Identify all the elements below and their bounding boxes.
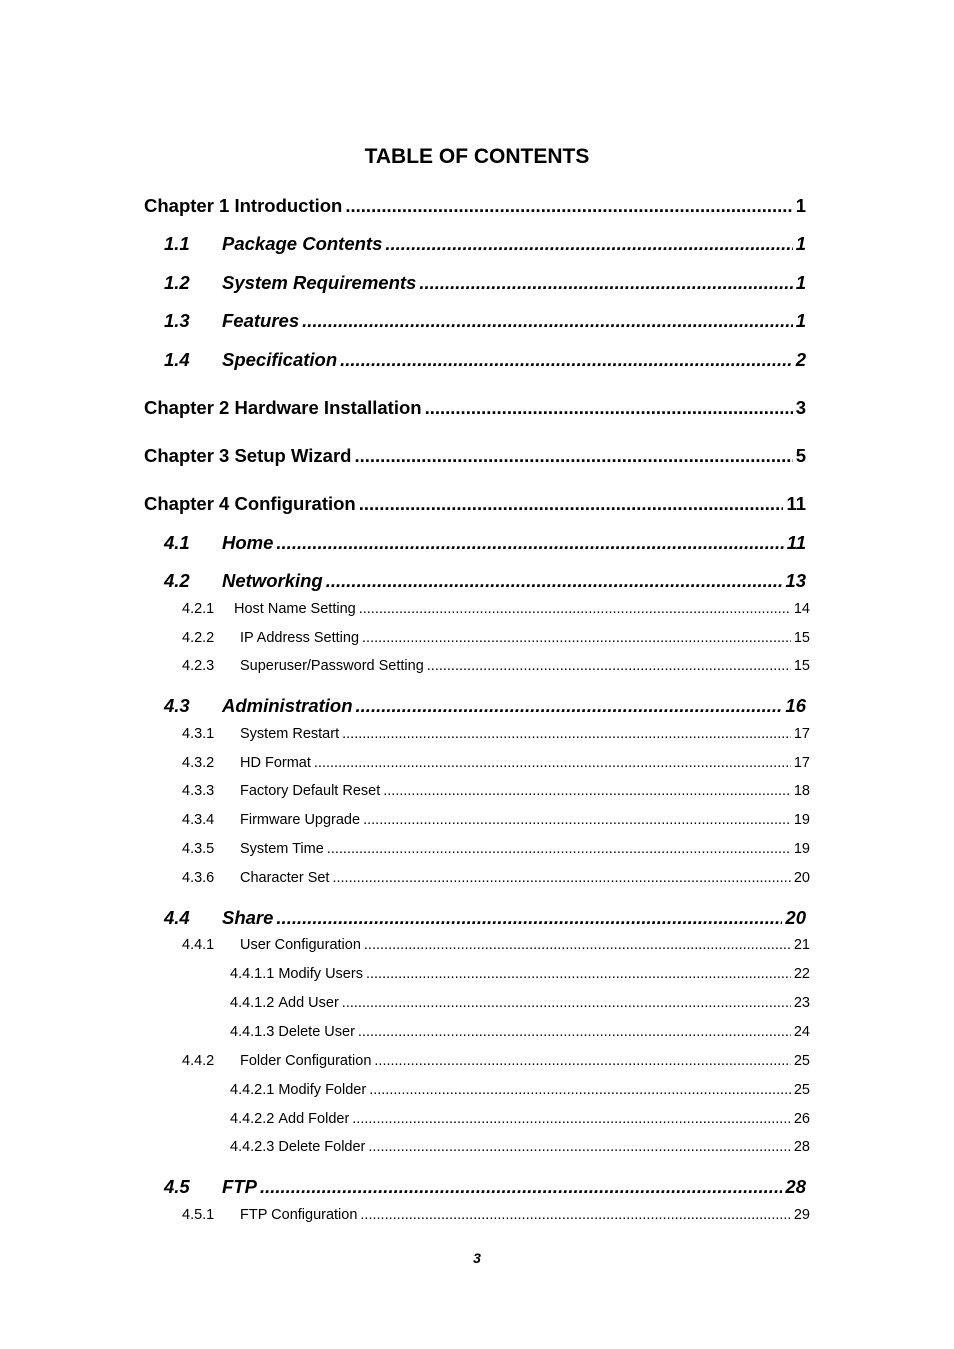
toc-entry-label: Host Name Setting	[234, 601, 356, 617]
toc-entry-number: 4.4.2.3	[230, 1139, 275, 1155]
toc-entry[interactable]	[230, 1110, 810, 1128]
dot-leader	[276, 531, 783, 555]
toc-entry-number: 4.4.2.1	[230, 1082, 275, 1098]
dot-leader	[362, 629, 791, 647]
toc-entry-label: Delete Folder	[278, 1139, 366, 1155]
toc-entry[interactable]	[182, 936, 810, 954]
page-number: 3	[473, 1250, 481, 1266]
toc-entry[interactable]	[164, 569, 806, 593]
toc-entry-number: 4.2.2	[182, 630, 215, 646]
toc-entry[interactable]	[230, 965, 810, 983]
toc-entry[interactable]	[164, 271, 806, 295]
toc-entry-page: 24	[793, 1024, 810, 1040]
toc-entry[interactable]	[164, 531, 806, 555]
toc-entry[interactable]	[164, 348, 806, 372]
toc-entry-number: 4.3.6	[182, 870, 215, 886]
toc-entry-label: FTP Configuration	[240, 1207, 358, 1223]
toc-entry-page: 15	[793, 630, 810, 646]
toc-entry-label: Administration	[222, 695, 353, 716]
toc-entry-label: Share	[222, 907, 274, 928]
toc-entry-number: 4.4.1	[182, 937, 215, 953]
toc-entry-number: 4.3.3	[182, 783, 215, 799]
dot-leader	[354, 444, 792, 468]
toc-entry-label: Package Contents	[222, 233, 383, 254]
toc-entry-label: Delete User	[278, 1024, 355, 1040]
dot-leader	[383, 782, 791, 800]
toc-entry-number: 4.4.1.3	[230, 1024, 275, 1040]
toc-entry-page: 19	[793, 841, 810, 857]
toc-entry-number: 4.5	[164, 1176, 190, 1197]
toc-entry-number: 4.3.2	[182, 755, 215, 771]
toc-entry-page: 13	[785, 570, 806, 591]
toc-entry-number: 1.1	[164, 233, 190, 254]
toc-entry[interactable]	[182, 657, 810, 675]
dot-leader	[260, 1175, 782, 1199]
dot-leader	[419, 271, 792, 295]
toc-entry[interactable]	[182, 600, 810, 618]
dot-leader	[332, 869, 790, 887]
dot-leader	[360, 1206, 790, 1224]
toc-entry-page: 26	[793, 1111, 810, 1127]
toc-entry-label: HD Format	[240, 755, 311, 771]
toc-entry[interactable]	[164, 232, 806, 256]
toc-entry[interactable]	[182, 629, 810, 647]
toc-entry-page: 23	[793, 995, 810, 1011]
toc-entry-label: Home	[222, 532, 274, 553]
dot-leader	[340, 348, 793, 372]
toc-entry-label: System Requirements	[222, 272, 417, 293]
toc-entry-label: Add Folder	[278, 1111, 350, 1127]
toc-entry-page: 3	[795, 397, 806, 418]
toc-entry-page: 1	[795, 233, 806, 254]
toc-entry-label: Specification	[222, 349, 338, 370]
toc-entry[interactable]	[144, 444, 806, 468]
dot-leader	[369, 1081, 791, 1099]
toc-entry-page: 1	[795, 310, 806, 331]
toc-entry[interactable]	[182, 1206, 810, 1224]
toc-entry-number: 4.5.1	[182, 1207, 215, 1223]
dot-leader	[352, 1110, 791, 1128]
toc-entry-number: 4.4.1.1	[230, 966, 275, 982]
toc-entry-number: 4.2.3	[182, 658, 215, 674]
toc-entry-number: 4.4	[164, 907, 190, 928]
toc-entry-page: 20	[785, 907, 806, 928]
toc-entry-page: 17	[793, 726, 810, 742]
dot-leader	[276, 906, 782, 930]
toc-entry-label: Add User	[278, 995, 339, 1011]
dot-leader	[356, 694, 783, 718]
toc-entry[interactable]	[164, 694, 806, 718]
toc-entry-page: 25	[793, 1082, 810, 1098]
toc-entry-page: 28	[785, 1176, 806, 1197]
toc-entry[interactable]	[144, 194, 806, 218]
toc-entry-number: 4.1	[164, 532, 190, 553]
toc-entry[interactable]	[230, 1023, 810, 1041]
toc-entry-label: Modify Folder	[278, 1082, 367, 1098]
toc-entry[interactable]	[182, 840, 810, 858]
toc-entry-page: 28	[793, 1139, 810, 1155]
dot-leader	[358, 1023, 791, 1041]
toc-entry-label: Modify Users	[278, 966, 363, 982]
toc-entry[interactable]	[182, 869, 810, 887]
dot-leader	[427, 657, 791, 675]
toc-entry[interactable]	[182, 1052, 810, 1070]
dot-leader	[314, 754, 791, 772]
toc-entry-label: User Configuration	[240, 937, 361, 953]
toc-entry[interactable]	[230, 994, 810, 1012]
toc-entry-label: Chapter 4 Configuration	[144, 493, 356, 514]
dot-leader	[364, 936, 791, 954]
toc-entry-number: 4.4.1.2	[230, 995, 275, 1011]
toc-entry-label: Character Set	[240, 870, 330, 886]
dot-leader	[374, 1052, 790, 1070]
toc-entry-number: 4.3.5	[182, 841, 215, 857]
toc-entry-page: 29	[793, 1207, 810, 1223]
toc-entry-number: 4.2	[164, 570, 190, 591]
toc-entry-page: 18	[793, 783, 810, 799]
toc-entry[interactable]	[164, 906, 806, 930]
toc-entry-label: FTP	[222, 1176, 257, 1197]
toc-entry-label: Chapter 2 Hardware Installation	[144, 397, 422, 418]
toc-entry-page: 1	[795, 272, 806, 293]
dot-leader	[342, 725, 791, 743]
toc-entry[interactable]	[164, 309, 806, 333]
toc-entry-label: Superuser/Password Setting	[240, 658, 424, 674]
toc-entry-label: Networking	[222, 570, 323, 591]
toc-entry-label: IP Address Setting	[240, 630, 360, 646]
dot-leader	[327, 840, 791, 858]
toc-entry-page: 21	[793, 937, 810, 953]
toc-entry-page: 22	[793, 966, 810, 982]
toc-entry-label: System Time	[240, 841, 324, 857]
toc-entry-page: 11	[786, 493, 806, 514]
toc-entry[interactable]	[230, 1081, 810, 1099]
toc-entry-page: 1	[795, 195, 806, 216]
toc-entry[interactable]	[144, 492, 806, 516]
toc-entry-label: Chapter 1 Introduction	[144, 195, 343, 216]
dot-leader	[363, 811, 791, 829]
toc-entry-page: 17	[793, 755, 810, 771]
toc-entry-label: Features	[222, 310, 300, 331]
dot-leader	[345, 194, 792, 218]
toc-entry-label: Firmware Upgrade	[240, 812, 361, 828]
toc-entry-number: 4.2.1	[182, 601, 215, 617]
toc-entry-label: Chapter 3 Setup Wizard	[144, 445, 352, 466]
dot-leader	[342, 994, 791, 1012]
toc-entry-number: 4.3	[164, 695, 190, 716]
toc-entry-page: 11	[786, 532, 806, 553]
dot-leader	[425, 396, 793, 420]
toc-entry-page: 20	[793, 870, 810, 886]
dot-leader	[302, 309, 793, 333]
toc-entry-page: 25	[793, 1053, 810, 1069]
toc-entry-page: 5	[795, 445, 806, 466]
dot-leader	[385, 232, 792, 256]
toc-entry-number: 4.3.4	[182, 812, 215, 828]
dot-leader	[368, 1138, 790, 1156]
toc-entry[interactable]	[182, 811, 810, 829]
toc-entry-number: 1.3	[164, 310, 190, 331]
toc-entry-page: 16	[785, 695, 806, 716]
toc-entry-label: System Restart	[240, 726, 340, 742]
toc-entry[interactable]	[182, 782, 810, 800]
toc-entry[interactable]	[230, 1138, 810, 1156]
dot-leader	[359, 600, 791, 618]
toc-entry[interactable]	[144, 396, 806, 420]
toc-entry-page: 19	[793, 812, 810, 828]
toc-entry-page: 15	[793, 658, 810, 674]
toc-entry-page: 14	[793, 601, 810, 617]
dot-leader	[326, 569, 783, 593]
toc-entry-number: 1.2	[164, 272, 190, 293]
toc-entry-number: 4.4.2	[182, 1053, 215, 1069]
dot-leader	[366, 965, 791, 983]
page-title: TABLE OF CONTENTS	[364, 145, 590, 168]
toc-entry[interactable]	[182, 754, 810, 772]
toc-entry-number: 4.3.1	[182, 726, 215, 742]
toc-entry-label: Folder Configuration	[240, 1053, 372, 1069]
toc-entry-number: 1.4	[164, 349, 190, 370]
dot-leader	[359, 492, 784, 516]
toc-entry-number: 4.4.2.2	[230, 1111, 275, 1127]
toc-entry[interactable]	[164, 1175, 806, 1199]
toc-entry-label: Factory Default Reset	[240, 783, 381, 799]
toc-entry-page: 2	[795, 349, 806, 370]
toc-entry[interactable]	[182, 725, 810, 743]
